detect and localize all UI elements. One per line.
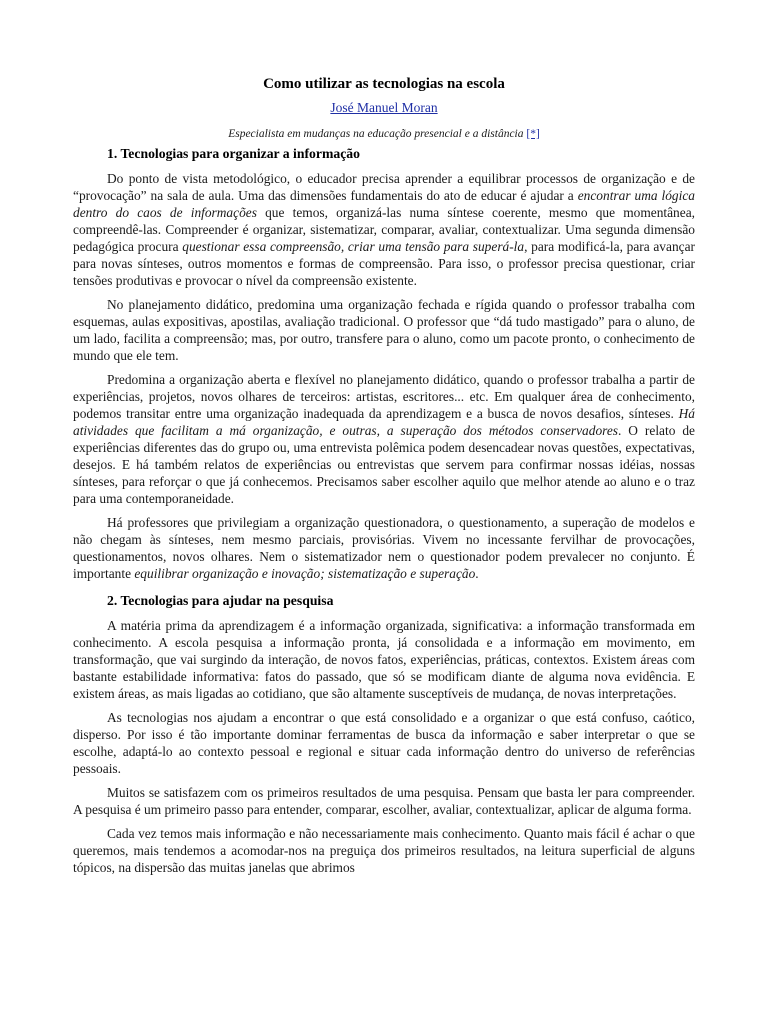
author-line — [73, 99, 695, 117]
author-description-text: Especialista em mudanças na educação presencial e a distância — [228, 128, 524, 140]
emphasis-text: equilibrar organização e inovação; sistematização e superação — [134, 566, 476, 581]
paragraph — [73, 617, 695, 702]
document-page — [73, 0, 695, 876]
paragraph-text: . — [475, 566, 479, 581]
paragraph — [73, 371, 695, 507]
author-link[interactable]: José Manuel Moran — [330, 100, 438, 115]
footnote-ref-link[interactable]: [*] — [526, 128, 540, 140]
emphasis-text: Há atividades que facilitam a má organização, e outras, a superação dos métodos conservadores — [73, 406, 695, 438]
paragraph — [73, 784, 695, 818]
paragraph-text: No planejamento didático, predomina uma organização fechada e rígida quando o professor trabalha com esquemas, aulas expositivas, apostilas, avaliação tradicional. O professor que “dá tudo mastigado” para o aluno, de um lado, facilita a compreensão; mas, por outro, transfere para o aluno, como um pacote pronto, o conhecimento de mundo que ele tem. — [73, 297, 695, 363]
paragraph — [73, 170, 695, 289]
section-heading-2: 2. Tecnologias para ajudar na pesquisa — [107, 593, 334, 608]
paragraph-text: Muitos se satisfazem com os primeiros resultados de uma pesquisa. Pensam que basta ler para compreender. A pesquisa é um primeiro passo para entender, comparar, escolher, avaliar, contextualizar, aplicar de alguma forma. — [73, 785, 695, 817]
paragraph-text: Há professores que privilegiam a organização questionadora, o questionamento, a superação de modelos e não chegam às sínteses, nem mesmo parciais, provisórias. Vivem no incessante fervilhar de provocações, questionamentos, novos olhares. Nem o sistematizador nem o questionador podem prevalecer no conjunto. É importante — [73, 515, 695, 581]
section-heading-1: 1. Tecnologias para organizar a informação — [107, 146, 360, 161]
paragraph-text: As tecnologias nos ajudam a encontrar o que está consolidado e a organizar o que está confuso, caótico, disperso. Por isso é tão importante dominar ferramentas de busca da informação e saber interpretar o que se escolhe, adaptá-lo ao contexto pessoal e regional e situar cada informação dentro do universo de referências pessoais. — [73, 710, 695, 776]
document-title: Como utilizar as tecnologias na escola — [263, 76, 505, 92]
paragraph-text: Do ponto de vista metodológico, o educador precisa aprender a equilibrar processos de organização e de “provocação” na sala de aula. Uma das dimensões fundamentais do ato de educar é ajudar a — [73, 171, 695, 203]
paragraph-text: Predomina a organização aberta e flexível no planejamento didático, quando o professor trabalha a partir de experiências, projetos, novos olhares de terceiros: artistas, escritores... etc. Em qualquer área de conhecimento, podemos transitar entre uma organização inadequada da aprendizagem e a busca de novos desafios, sínteses. — [73, 372, 695, 421]
paragraph-text: , para modificá-la, para avançar para novas sínteses, outros momentos e formas de compreensão. Para isso, o professor precisa questionar, criar tensões produtivas e provocar o nível da compreensão existente. — [73, 239, 695, 288]
paragraph — [73, 514, 695, 582]
author-description — [73, 126, 695, 142]
paragraph-text: A matéria prima da aprendizagem é a informação organizada, significativa: a informação transformada em conhecimento. A escola pesquisa a informação pronta, já consolidada e a informação em movimento, em transformação, que vai surgindo da interação, de novos fatos, experiências, práticas, contextos. Existem áreas com bastante estabilidade informativa: fatos do passado, que só se modificam diante de alguma nova evidência. E existem áreas, as mais ligadas ao cotidiano, que são altamente susceptíveis de mudança, de novas interpretações. — [73, 618, 695, 701]
paragraph — [73, 825, 695, 876]
paragraph-text: Cada vez temos mais informação e não necessariamente mais conhecimento. Quanto mais fácil é achar o que queremos, mais tendemos a acomodar-nos na preguiça dos primeiros resultados, na leitura superficial de alguns tópicos, na dispersão das muitas janelas que abrimos — [73, 826, 695, 875]
emphasis-text: encontrar uma lógica dentro do caos de informações — [73, 188, 695, 220]
emphasis-text: questionar essa compreensão, criar uma tensão para superá-la — [182, 239, 525, 254]
paragraph — [73, 709, 695, 777]
paragraph — [73, 296, 695, 364]
paragraph-text: que temos, organizá-las numa síntese coerente, mesmo que momentânea, compreendê-las. Compreender é organizar, sistematizar, comparar, avaliar, contextualizar. Uma segunda dimensão pedagógica procura — [73, 205, 695, 254]
paragraph-text: . O relato de experiências diferentes das do grupo ou, uma entrevista polêmica podem desencadear novas questões, expectativas, desejos. E há também relatos de experiências ou entrevistas que servem para confirmar nossas idéias, nossas sínteses, para reforçar o que já conhecemos. Precisamos saber escolher aquilo que melhor atende ao aluno e o traz para uma contemporaneidade. — [73, 423, 695, 506]
